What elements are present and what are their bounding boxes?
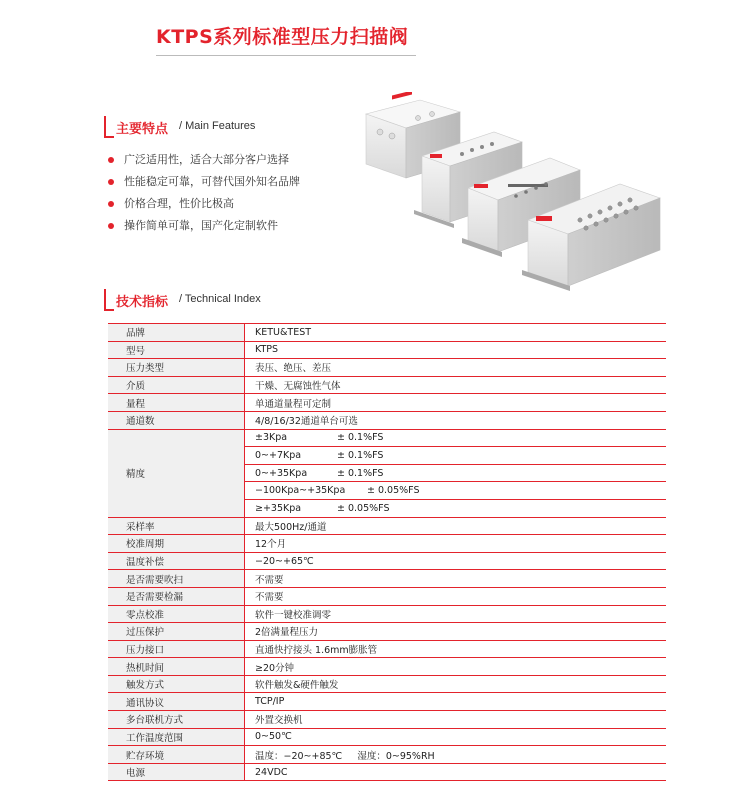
table-row: 精度 ±3Kpa ± 0.1%FS	[108, 429, 666, 447]
table-row: 热机时间 ≥20分钟	[108, 658, 666, 676]
feature-item: 性能稳定可靠，可替代国外知名品牌	[108, 174, 300, 196]
table-row: 工作温度范围 0~50℃	[108, 728, 666, 746]
feature-item: 价格合理，性价比极高	[108, 196, 300, 218]
table-row: 电源 24VDC	[108, 763, 666, 781]
table-row: 多台联机方式 外置交换机	[108, 711, 666, 729]
spec-table	[108, 323, 666, 781]
table-row: 通道数 4/8/16/32通道单台可选	[108, 411, 666, 429]
table-row: 压力类型 表压、绝压、差压	[108, 359, 666, 377]
product-image	[358, 92, 668, 292]
table-row: ≥+35Kpa ± 0.05%FS	[108, 499, 666, 517]
title-divider	[156, 55, 416, 56]
table-row: 过压保护 2倍满量程压力	[108, 623, 666, 641]
accuracy-label: 精度	[108, 429, 245, 517]
page-title: KTPS系列标准型压力扫描阀	[156, 26, 409, 48]
table-row: 介质 干燥、无腐蚀性气体	[108, 376, 666, 394]
table-row: 通讯协议 TCP/IP	[108, 693, 666, 711]
feature-item: 操作简单可靠，国产化定制软件	[108, 218, 300, 240]
tech-heading-en: / Technical Index	[179, 293, 261, 305]
features-heading-en: / Main Features	[179, 120, 256, 132]
table-row: 是否需要吹扫 不需要	[108, 570, 666, 588]
table-row: 品牌 KETU&TEST	[108, 324, 666, 342]
table-row: 贮存环境 温度：−20~+85℃ 湿度：0~95%RH	[108, 746, 666, 764]
bracket-icon	[104, 116, 114, 138]
table-row: 量程 单通道量程可定制	[108, 394, 666, 412]
features-list	[108, 152, 300, 240]
table-row: 采样率 最大500Hz/通道	[108, 517, 666, 535]
table-row: 温度补偿 −20~+65℃	[108, 552, 666, 570]
table-row: 零点校准 软件一键校准调零	[108, 605, 666, 623]
table-row: 触发方式 软件触发&硬件触发	[108, 675, 666, 693]
feature-item: 广泛适用性，适合大部分客户选择	[108, 152, 300, 174]
table-row: 校准周期 12个月	[108, 535, 666, 553]
bracket-icon	[104, 289, 114, 311]
features-heading-cn: 主要特点	[116, 122, 169, 137]
table-row: 0~+35Kpa ± 0.1%FS	[108, 464, 666, 482]
table-row: −100Kpa~+35Kpa ± 0.05%FS	[108, 482, 666, 500]
table-row: 0~+7Kpa ± 0.1%FS	[108, 447, 666, 465]
table-row: 是否需要检漏 不需要	[108, 587, 666, 605]
table-row: 压力接口 直通快拧接头 1.6mm膨胀管	[108, 640, 666, 658]
tech-heading-cn: 技术指标	[116, 295, 169, 310]
table-row: 型号 KTPS	[108, 341, 666, 359]
